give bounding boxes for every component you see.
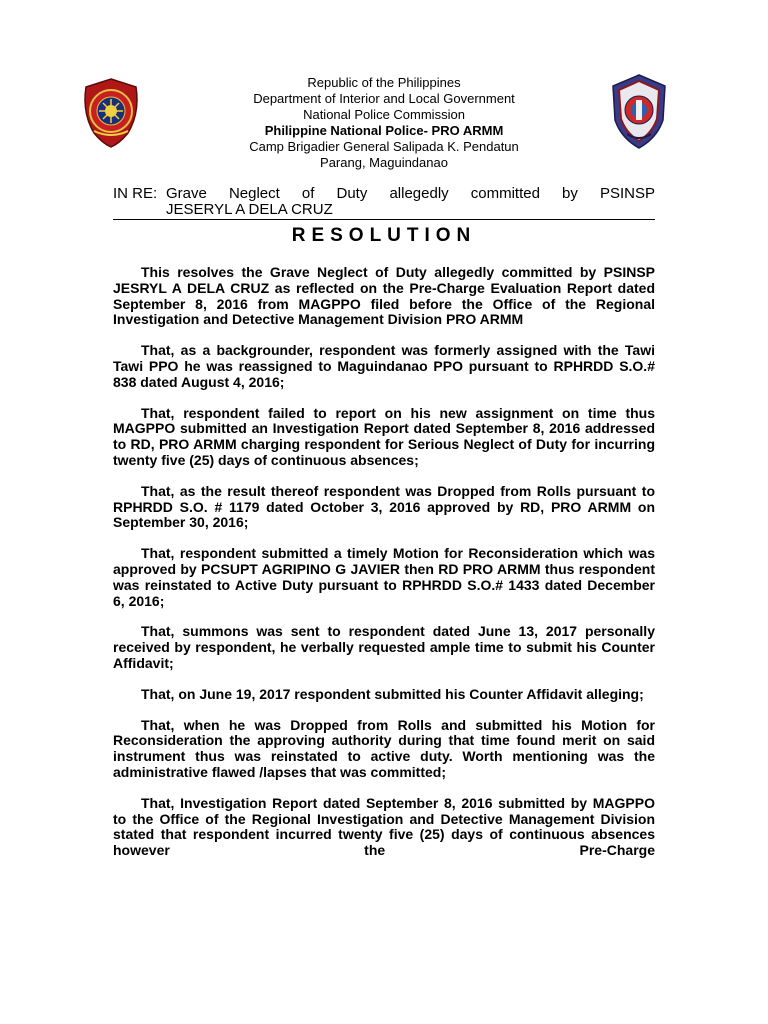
letterhead [180,75,588,171]
pnp-seal-icon [80,77,142,149]
paragraph: This resolves the Grave Neglect of Duty allegedly committed by PSINSP JESRYL A DELA CRUZ as reflected on the Pre-Charge Evaluation Report dated September 8, 2016 from MAGPPO filed before the Office of the Regional Investigation and Detective Management Division PRO ARMM [113,264,655,328]
case-subject-line1: Grave Neglect of Duty allegedly committed by PSINSP [166,185,655,202]
paragraph: That, respondent submitted a timely Motion for Reconsideration which was approved by PCSUPT AGRIPINO G JAVIER then RD PRO ARMM thus respondent was reinstated to Active Duty pursuant to RPHRDD S.O.# 1433 dated December 6, 2016; [113,545,655,609]
divider-line [113,219,655,220]
header-office: Philippine National Police- PRO ARMM [264,123,504,138]
case-subject-line2: JESERYL A DELA CRUZ [166,201,333,218]
paragraph: That, on June 19, 2017 respondent submitted his Counter Affidavit alleging; [141,685,644,702]
case-reference [113,186,655,218]
paragraph: That, respondent failed to report on his new assignment on time thus MAGPPO submitted an Investigation Report dated September 8, 2016 addressed to RD, PRO ARMM charging respondent for Serious Neglect of Duty for incurring twenty five (25) days of continuous absences; [113,404,655,468]
pro-armm-badge-icon [607,72,671,152]
header-commission: National Police Commission [303,107,465,122]
paragraph: That, Investigation Report dated September 8, 2016 submitted by MAGPPO to the Office of the Regional Investigation and Detective Management Division stated that respondent incurred twenty five (25) days of continuous absences however the Pre-Charge [113,794,655,859]
header-department: Department of Interior and Local Government [253,91,515,106]
header-camp: Camp Brigadier General Salipada K. Pendatun [249,139,519,154]
case-label: IN RE: [113,185,158,202]
paragraph: That, when he was Dropped from Rolls and submitted his Motion for Reconsideration the approving authority during that time found merit on said instrument thus was reinstated to active duty. Worth mentioning was the administrative flawed /lapses that was committed; [113,716,655,780]
document-body [113,265,655,874]
header-republic: Republic of the Philippines [307,75,461,90]
document-title: RESOLUTION [291,225,477,246]
paragraph: That, summons was sent to respondent dated June 13, 2017 personally received by respondent, he verbally requested ample time to submit his Counter Affidavit; [113,623,655,671]
header-location: Parang, Maguindanao [320,155,448,170]
paragraph: That, as the result thereof respondent was Dropped from Rolls pursuant to RPHRDD S.O. # 1179 dated October 3, 2016 approved by RD, PRO ARMM on September 30, 2016; [113,482,655,531]
paragraph: That, as a backgrounder, respondent was formerly assigned with the Tawi Tawi PPO he was reassigned to Maguindanao PPO pursuant to RPHRDD S.O.# 838 dated August 4, 2016; [113,342,655,390]
